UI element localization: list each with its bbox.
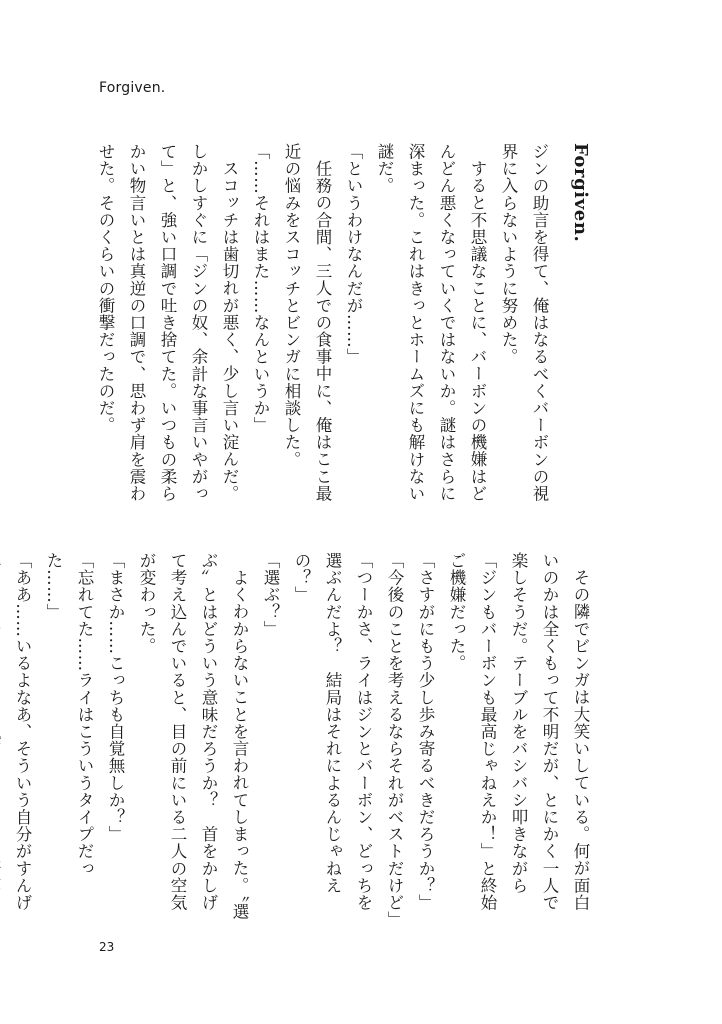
paragraph: すると不思議なことに、バーボンの機嫌はどんどん悪くなっていくではないか。謎はさらに深まった。これはきっとホームズにも解けない謎だ。 (375, 143, 487, 503)
paragraph: ジンの助言を得て、俺はなるべくバーボンの視界に入らないように努めた。 (499, 143, 549, 503)
paragraph: スコッチは歯切れが悪く、少し言い淀んだ。しかしすぐに「ジンの奴、余計な事言いやがって」と、強い口調で吐き捨てた。いつもの柔らかい物言いとは真逆の口調で、思わず肩を震わせた。そのくらいの衝撃だったのだ。 (96, 143, 239, 503)
paragraph: 任務の合間、三人での食事中に、俺はここ最近の悩みをスコッチとビンガに相談した。 (282, 143, 332, 502)
paragraph: 「選ぶ？」 (261, 552, 280, 638)
text-block-top (96, 143, 596, 508)
paragraph: その隣でビンガは大笑いしている。何が面白いのかは全くもって不明だが、とにかく一人で楽しそうだ。テーブルをバシバシ叩きながら「ジンもバーボンも最高じゃねえか！」と終始ご機嫌だった。 (447, 552, 590, 912)
paragraph: 「忘れてた……ライはこういうタイプだった……」 (44, 552, 94, 877)
paragraph: 「つーかさ、ライはジンとバーボン、どっちを選ぶんだよ？ 結局はそれによるんじゃねえの？」 (292, 552, 373, 912)
paragraph: 「まさか……こっちも自覚無しか？」 (106, 552, 125, 843)
paragraph: よくわからないことを言われてしまった。〝選ぶ〟とはどういう意味だろうか？ 首をかしげて考え込んでいると、目の前にいる二人の空気が変わった。 (137, 552, 249, 920)
paragraph: 「……それはまた……なんというか」 (251, 143, 270, 434)
text-block-bottom (13, 552, 596, 929)
paragraph: 「今後のことを考えるならそれがベストだけど」 (385, 552, 404, 929)
chapter-title: Forgiven. (570, 143, 591, 243)
paragraph: 「さすがにもう少し歩み寄るべきだろうか？」 (416, 552, 435, 912)
page-number: 23 (99, 940, 115, 954)
paragraph: 「というわけなんだが……」 (344, 143, 363, 366)
running-head: Forgiven. (99, 80, 166, 96)
paragraph: 「ああ……いるよなあ、そういう自分がすんげ (13, 552, 32, 912)
